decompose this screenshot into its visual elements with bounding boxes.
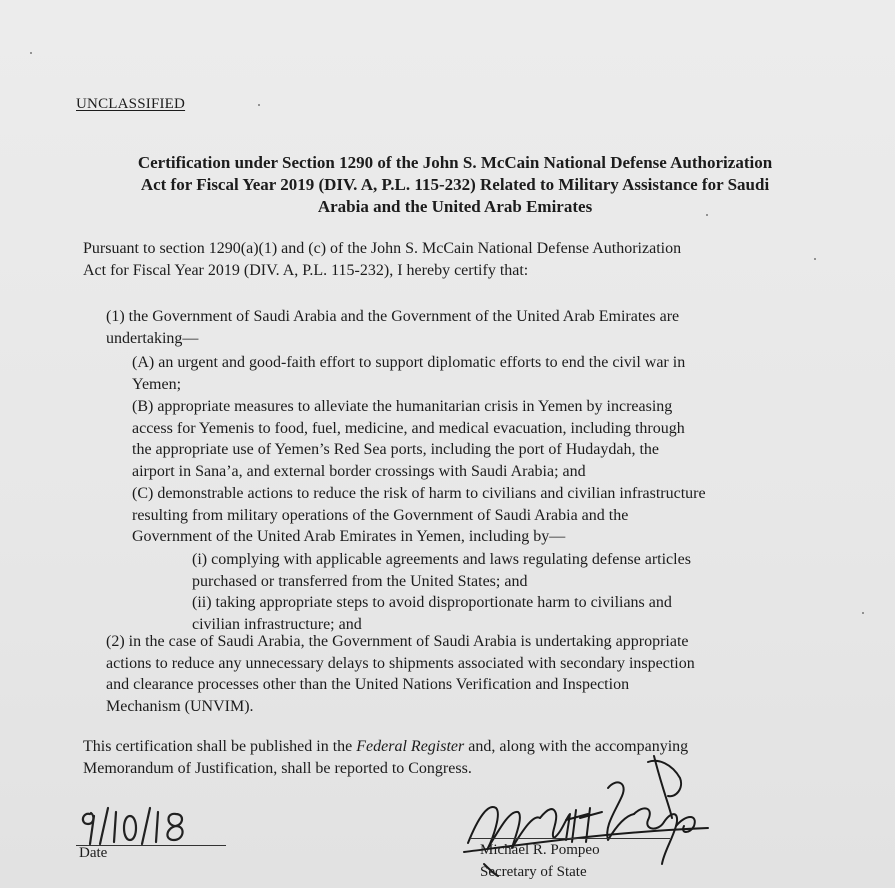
scan-speck [706, 214, 708, 216]
scan-speck [814, 258, 816, 260]
subitem-b [132, 396, 685, 483]
text-line: Yemen; [132, 375, 182, 393]
classification-marking: UNCLASSIFIED [76, 96, 186, 112]
text-line: actions to reduce any unnecessary delays to shipments associated with secondary inspection [106, 654, 695, 672]
title-line: Act for Fiscal Year 2019 (DIV. A, P.L. 115-232) Related to Military Assistance for Saudi [140, 175, 770, 194]
text-line: (A) an urgent and good-faith effort to support diplomatic efforts to end the civil war in [132, 354, 686, 371]
title-line: Arabia and the United Arab Emirates [317, 197, 593, 216]
scan-speck [30, 52, 32, 54]
signer-name: Michael R. Pompeo [480, 842, 600, 858]
signer-title: Secretary of State [480, 864, 587, 880]
text-line: access for Yemenis to food, fuel, medicine, and medical evacuation, including through [132, 419, 685, 437]
date-label: Date [79, 845, 108, 861]
text-line: (1) the Government of Saudi Arabia and the Government of the United Arab Emirates are [106, 308, 680, 325]
closing-text: This certification shall be published in the [83, 738, 357, 755]
subitem-c [132, 483, 706, 548]
text-line: Mechanism (UNVIM). [106, 698, 254, 716]
text-line: resulting from military operations of the Government of Saudi Arabia and the [132, 506, 629, 524]
text-line: (C) demonstrable actions to reduce the risk of harm to civilians and civilian infrastructure [132, 485, 706, 502]
text-line: airport in Sana’a, and external border crossings with Saudi Arabia; and [132, 463, 586, 481]
text-line: the appropriate use of Yemen’s Red Sea ports, including the port of Hudaydah, the [132, 441, 659, 459]
text-line: undertaking— [106, 329, 199, 347]
closing-text: and, along with the accompanying [464, 738, 689, 755]
federal-register-italic: Federal Register [356, 738, 465, 755]
title-line: Certification under Section 1290 of the John S. McCain National Defense Authorization [137, 153, 773, 172]
subitem-a [132, 352, 685, 395]
subitem-c-ii [192, 592, 672, 635]
text-line: and clearance processes other than the United Nations Verification and Inspection [106, 676, 630, 694]
text-line: (B) appropriate measures to alleviate the humanitarian crisis in Yemen by increasing [132, 398, 673, 415]
text-line: (2) in the case of Saudi Arabia, the Government of Saudi Arabia is undertaking appropriate [106, 633, 689, 650]
text-line: purchased or transferred from the United States; and [192, 572, 528, 590]
item-2 [106, 631, 695, 718]
item-1 [106, 306, 679, 349]
text-line: civilian infrastructure; and [192, 615, 362, 633]
signature-line [470, 838, 670, 839]
text-line: (ii) taking appropriate steps to avoid disproportionate harm to civilians and [192, 594, 672, 611]
text-line: (i) complying with applicable agreements and laws regulating defense articles [192, 551, 691, 568]
text-line: Memorandum of Justification, shall be reported to Congress. [83, 759, 472, 777]
scan-speck [862, 612, 864, 614]
subitem-c-i [192, 549, 691, 592]
intro-paragraph [83, 238, 681, 281]
text-line: Pursuant to section 1290(a)(1) and (c) of the John S. McCain National Defense Authorization [83, 240, 682, 257]
text-line: Government of the United Arab Emirates in Yemen, including by— [132, 528, 566, 546]
text-line: Act for Fiscal Year 2019 (DIV. A, P.L. 115-232), I hereby certify that: [83, 261, 529, 279]
document-title [60, 152, 850, 218]
handwritten-date [76, 800, 196, 850]
scan-speck [258, 104, 260, 106]
